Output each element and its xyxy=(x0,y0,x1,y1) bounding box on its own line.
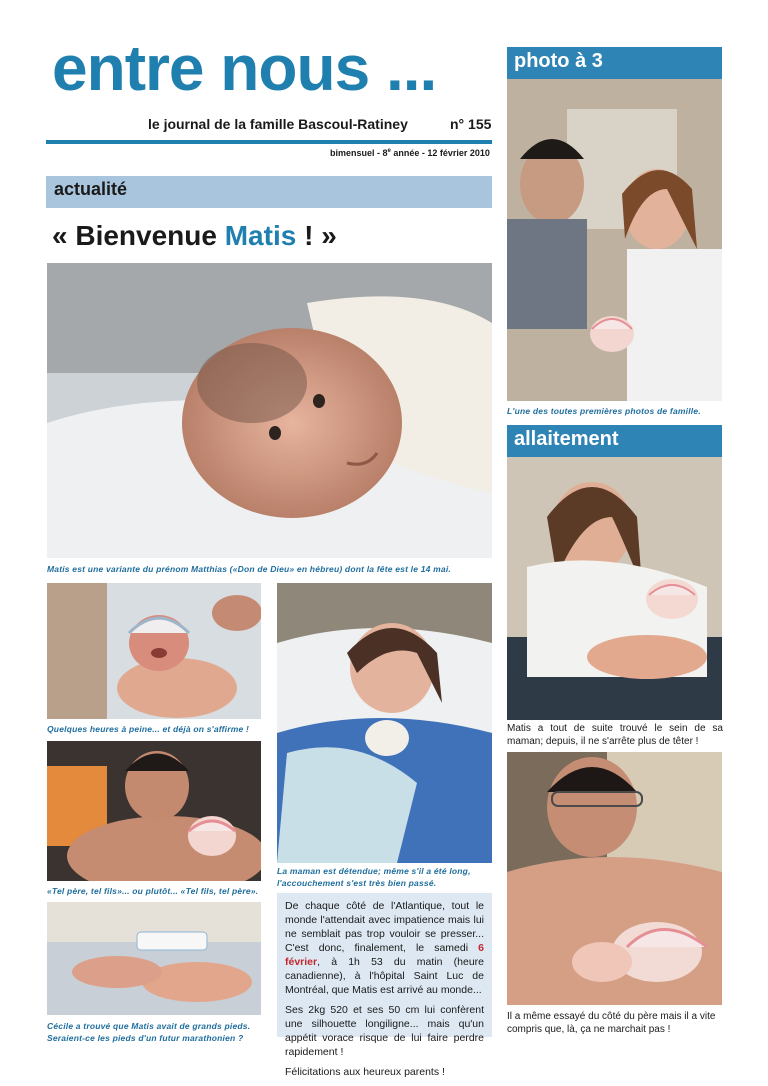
caption-father-try: Il a même essayé du côté du père mais il a vite compris que, là, ça ne marchait pas ! xyxy=(507,1011,716,1035)
newborn-portrait-photo xyxy=(47,263,492,558)
father-holding-baby-photo xyxy=(507,752,722,1005)
caption-feet: Cécile a trouvé que Matis avait de grands pieds. Seraient-ce les pieds d'un futur marathonien ? xyxy=(47,1021,251,1043)
masthead-title: entre nous ... xyxy=(52,32,437,104)
crying-newborn-photo xyxy=(47,583,261,719)
article-body xyxy=(277,893,492,1078)
baby-feet-photo xyxy=(47,902,261,1015)
caption-family: L'une des toutes premières photos de famille. xyxy=(507,406,701,416)
caption-crying: Quelques heures à peine... et déjà on s'affirme ! xyxy=(47,724,250,734)
headline: « Bienvenue Matis ! » xyxy=(52,220,337,251)
father-sleeping-with-baby-photo xyxy=(47,741,261,881)
dateline: bimensuel - 8e année - 12 février 2010 xyxy=(330,148,490,158)
breastfeeding-photo xyxy=(507,457,722,720)
section-photo-a-3 xyxy=(507,47,722,79)
masthead-subtitle: le journal de la famille Bascoul-Ratiney xyxy=(148,116,408,132)
caption-main-photo: Matis est une variante du prénom Matthias («Don de Dieu» en hébreu) dont la fête est le 14 mai. xyxy=(47,564,451,574)
masthead-divider xyxy=(46,140,492,144)
mother-in-hospital-bed-photo xyxy=(277,583,492,863)
section-allaitement xyxy=(507,425,722,457)
article-paragraph-2: Ses 2kg 520 et ses 50 cm lui confèrent une silhouette longiligne... mais qu'un appétit vorace risque de lui faire perdre rapidement ! xyxy=(285,1004,484,1058)
section-actualite xyxy=(46,176,492,208)
section-allaitement-label: allaitement xyxy=(514,428,619,450)
article-paragraph-3: Félicitations aux heureux parents ! xyxy=(285,1066,445,1078)
issue-number: n° 155 xyxy=(450,116,492,132)
caption-father-sleep: «Tel père, tel fils»... ou plutôt... «Tel fils, tel père». xyxy=(47,886,259,896)
birth-date: 6 février xyxy=(285,942,484,968)
section-actualite-label: actualité xyxy=(54,179,128,199)
caption-mother: La maman est détendue; même s'il a été long, l'accouchement s'est très bien passé. xyxy=(277,866,471,888)
article-paragraph-1: De chaque côté de l'Atlantique, tout le monde l'attendait avec impatience mais lui ne semblait pas trop vouloir se presser... C'est donc, finalement, le samedi 6 février, à 1h 53 du matin (heure canadienne), à l'hôpital Saint Luc de Montréal, que Matis est arrivé au monde... xyxy=(285,900,484,996)
section-photo-a-3-label: photo à 3 xyxy=(514,50,603,72)
caption-breastfeeding: Matis a tout de suite trouvé le sein de sa maman; depuis, il ne s'arrête plus de têter ! xyxy=(507,723,723,747)
family-photo xyxy=(507,79,722,401)
